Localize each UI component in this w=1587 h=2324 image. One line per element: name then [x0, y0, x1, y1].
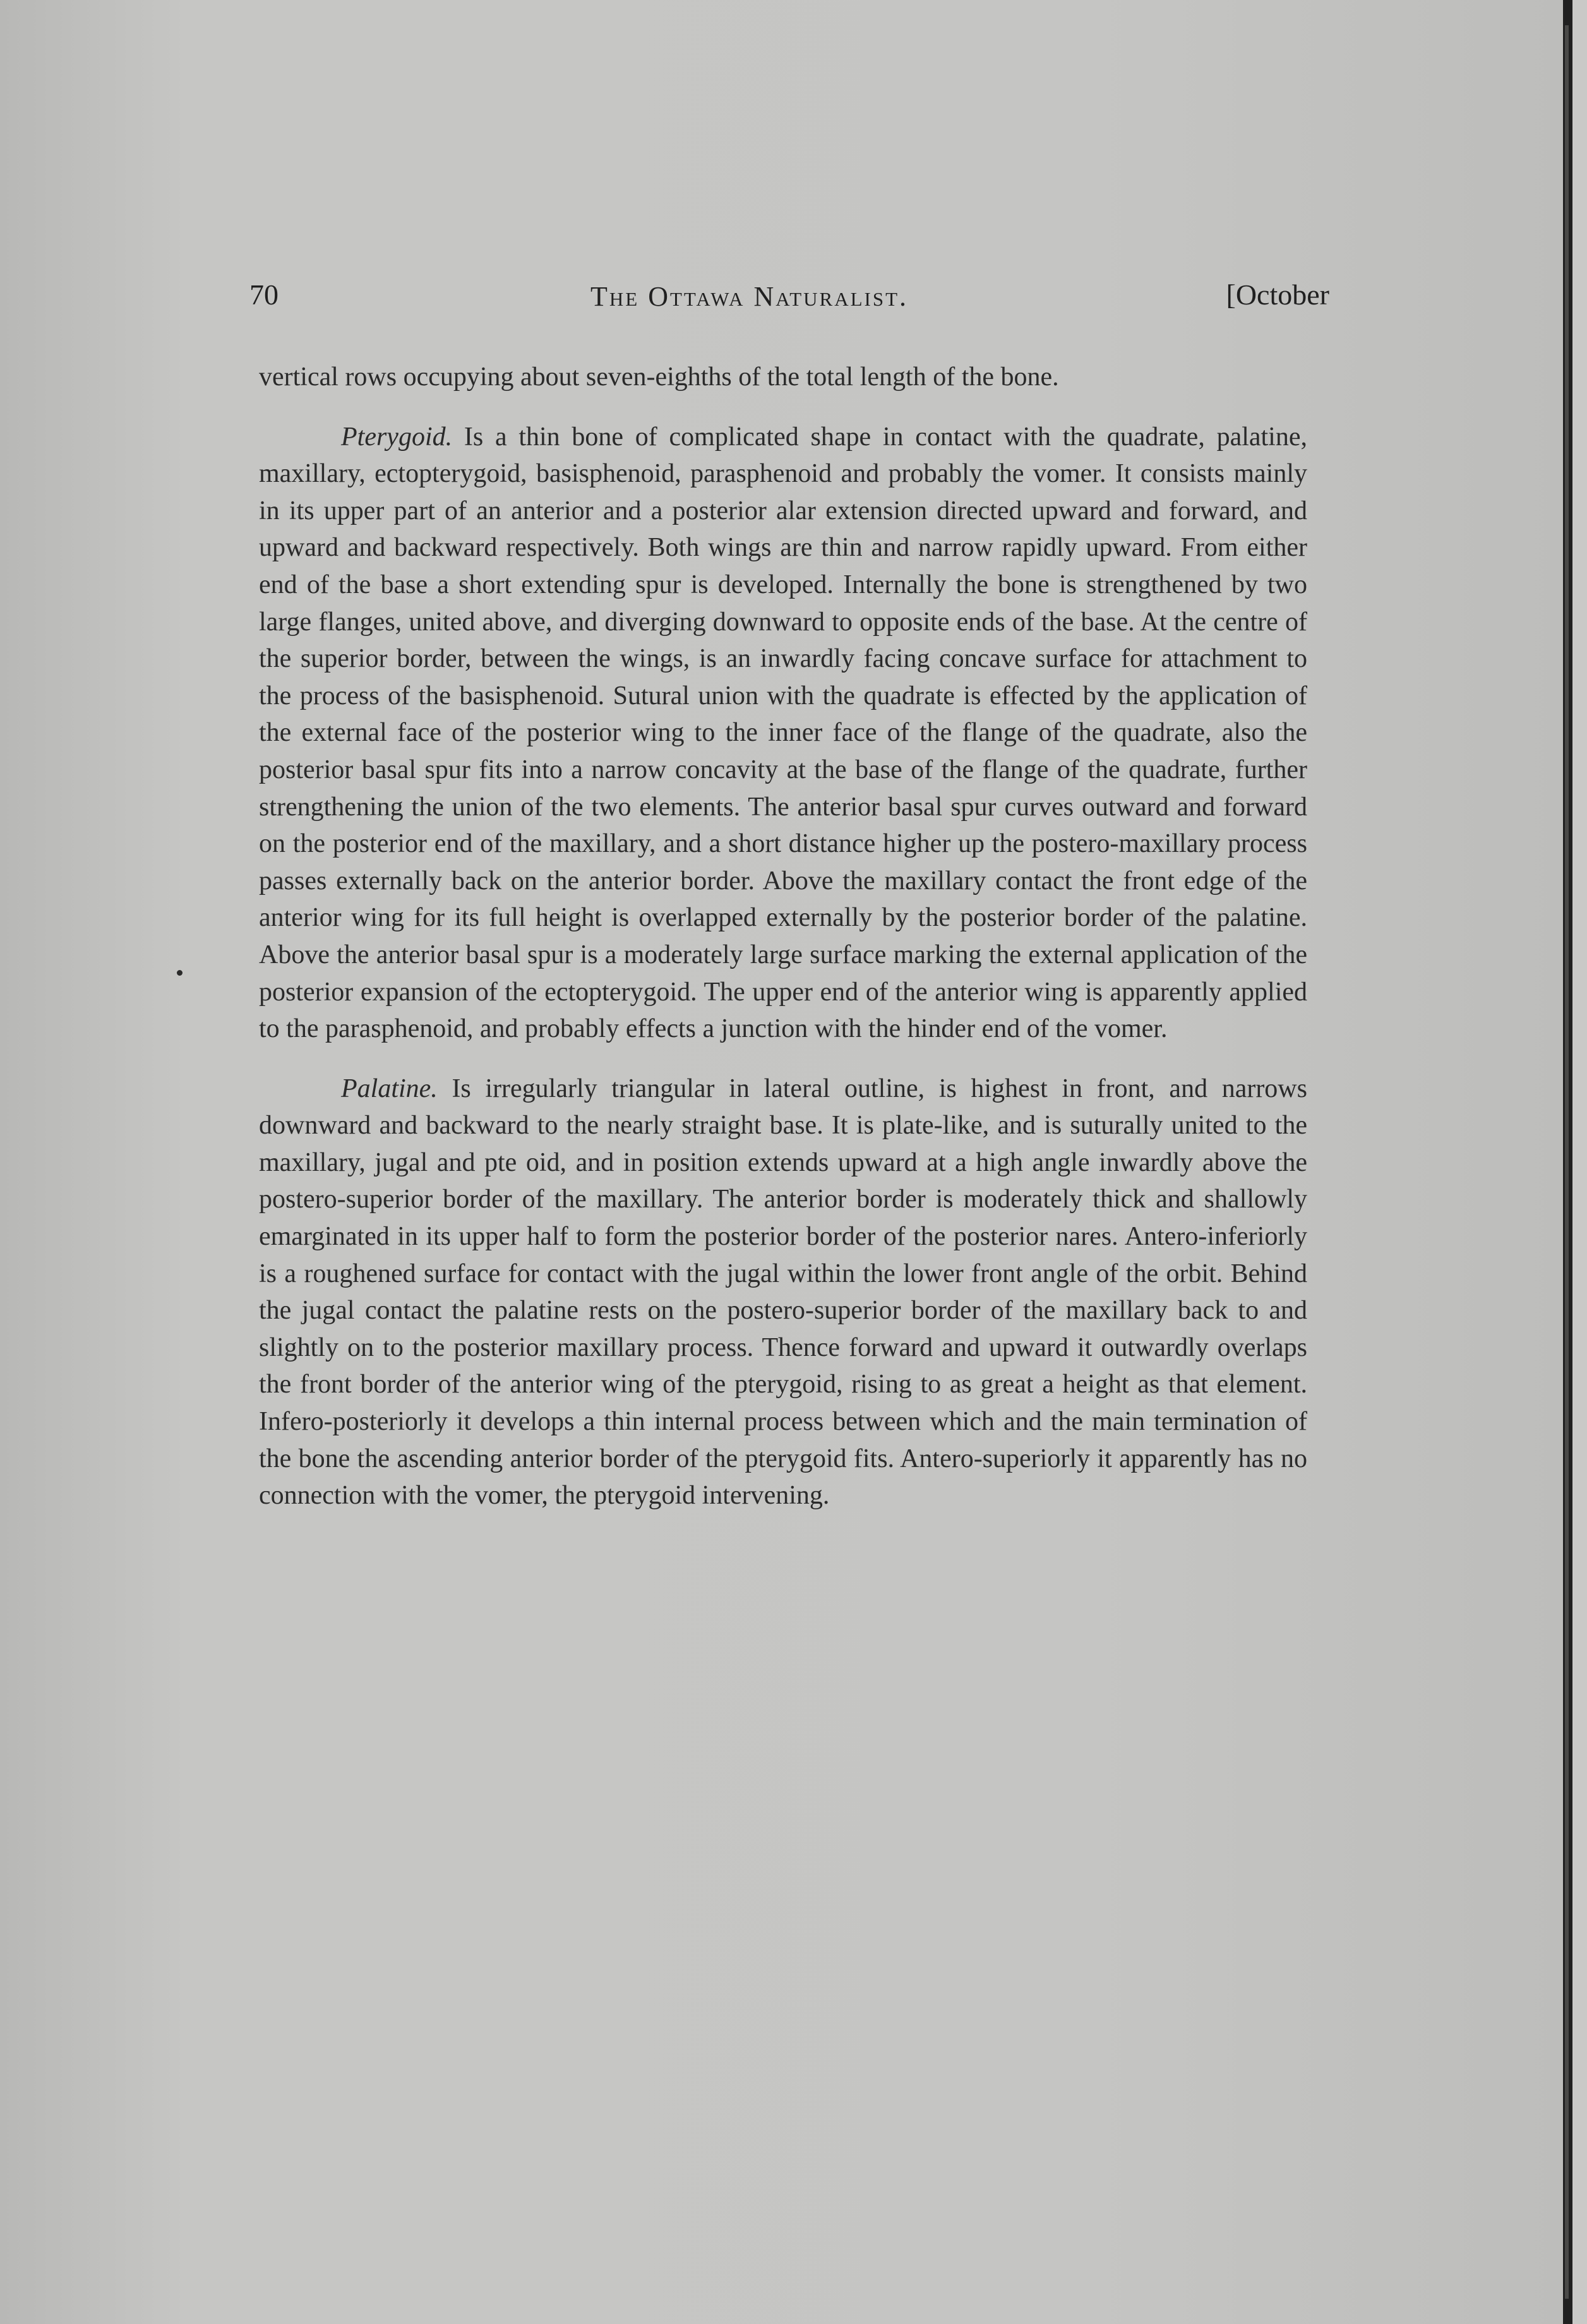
- article-body: [259, 359, 1307, 1537]
- paragraph-palatine: [259, 1070, 1307, 1514]
- page-header: [249, 278, 1329, 328]
- page-edge-strip: [1572, 0, 1587, 2324]
- paragraph-continuation: [259, 359, 1307, 396]
- paragraph-text: Is a thin bone of complicated shape in contact with the quadrate, palatine, maxillary, ectopterygoid, basisphenoid, parasphenoid and probably the vomer. It consists mainly in its upper part of an anterior and a posterior alar extension directed upward and forward, and upward and backward respectively. Both wings are thin and narrow rapidly upward. From either end of the base a short extending spur is developed. Internally the bone is strengthened by two large flanges, united above, and diverging downward to opposite ends of the base. At the centre of the superior border, between the wings, is an inwardly facing concave surface for attachment to the process of the basisphenoid. Sutural union with the quadrate is effected by the application of the external face of the posterior wing to the inner face of the flange of the quadrate, also the posterior basal spur fits into a narrow concavity at the base of the flange of the quadrate, further strengthening the union of the two elements. The anterior basal spur curves outward and forward on the posterior end of the maxillary, and a short distance higher up the postero-maxillary process passes externally back on the anterior border. Above the maxillary contact the front edge of the anterior wing for its full height is overlapped externally by the posterior border of the palatine. Above the anterior basal spur is a moderately large surface marking the external application of the posterior expansion of the ectopterygoid. The upper end of the anterior wing is apparently applied to the parasphenoid, and probably effects a junction with the hinder end of the vomer.: [259, 422, 1307, 1044]
- section-term-pterygoid: Pterygoid.: [341, 422, 453, 452]
- paragraph-pterygoid: [259, 419, 1307, 1048]
- page-edge-shadow: [1565, 25, 1569, 2299]
- margin-dot: [177, 970, 183, 976]
- section-term-palatine: Palatine.: [341, 1074, 438, 1103]
- page-number: 70: [249, 279, 278, 311]
- running-title: The Ottawa Naturalist.: [590, 281, 909, 312]
- issue-month: [October: [1226, 279, 1329, 311]
- paragraph-text: Is irregularly triangular in lateral outline, is highest in front, and narrows downward and backward to the nearly straight base. It is plate-like, and is suturally united to the maxillary, jugal and pte oid, and in position extends upward at a high angle inwardly above the postero-superior border of the maxillary. The anterior border is moderately thick and shallowly emarginated in its upper half to form the posterior border of the posterior nares. Antero-inferiorly is a roughened surface for contact with the jugal within the lower front angle of the orbit. Behind the jugal contact the palatine rests on the postero-superior border of the maxillary back to and slightly on to the posterior maxillary process. Thence forward and upward it outwardly overlaps the front border of the anterior wing of the pterygoid, rising to as great a height as that element. Infero-posteriorly it develops a thin internal process between which and the main termination of the bone the ascending anterior border of the pterygoid fits. Antero-superiorly it apparently has no connection with the vomer, the pterygoid intervening.: [259, 1074, 1307, 1511]
- paragraph-text: vertical rows occupying about seven-eighths of the total length of the bone.: [259, 362, 1059, 392]
